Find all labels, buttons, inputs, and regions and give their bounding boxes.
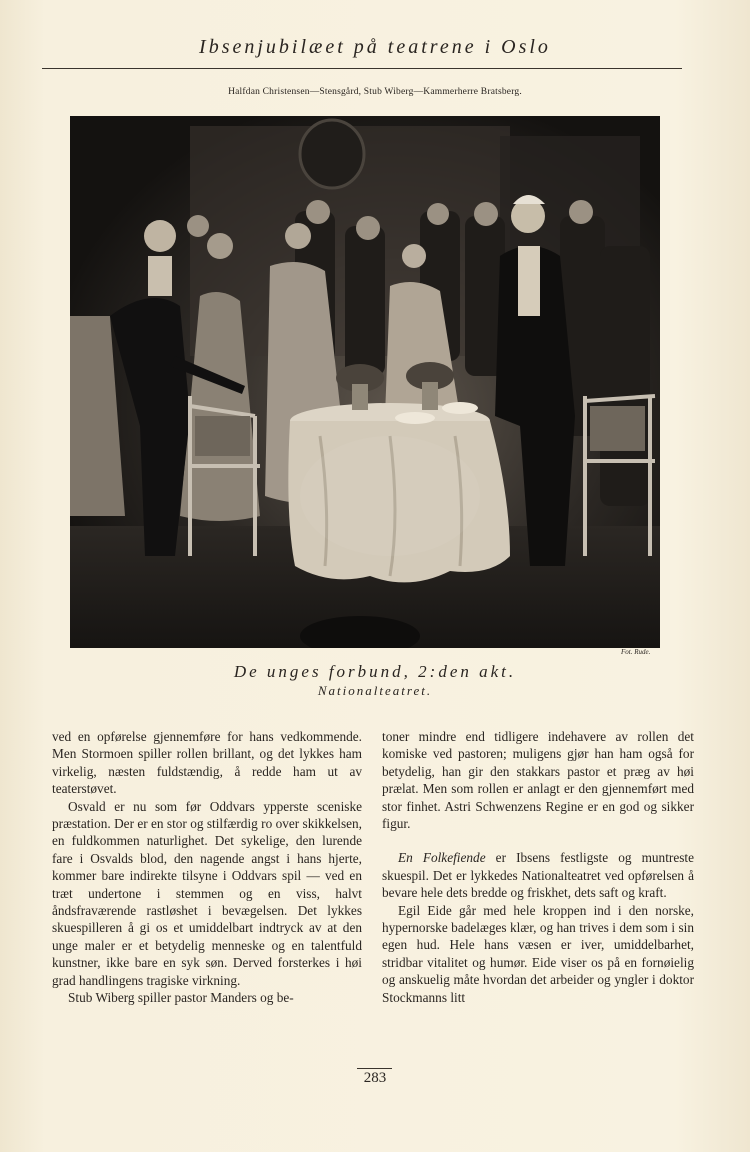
left-paragraph-3: Stub Wiberg spiller pastor Manders og be- [68,990,294,1006]
running-header-title: Ibsenjubilæet på teatrene i Oslo [199,36,551,58]
photo-caption-cast: Halfdan Christensen—Stensgård, Stub Wiberg—Kammerherre Bratsberg. [228,87,522,97]
photo-caption-play: De unges forbund, 2:den akt. [233,662,517,681]
page-number-rule [357,1068,392,1069]
play-title-en-folkefiende: En Folkefiende [398,850,486,866]
left-paragraph-2: Osvald er nu som før Oddvars ypperste sceniske præstation. Der er en stor og stilfærdig ro over skikkelsen, en fuldkommen naturlighet. Det sykelige, den lurende fare i Osvalds blod, den nagende angst i hans hjerte, kommer bare indirekte tilsyne i Oddvars spil — ved en træt undertone i stemmen og en viss, halvt åndsfraværende rastløshet i bevægelsen. Det lykkes skuespilleren å gi os et umiddelbart indtryck av at den unge maler er et betydelig menneske og en talentfuld kunstner, ikke bare en syk søn. Derved forsterkes i høi grad handlingens tragiske virkning. [52,798,362,988]
right-paragraph-2 [382,849,694,901]
photo-caption-theatre: Nationalteatret. [317,683,433,698]
text-column-left [52,728,362,1007]
photo-credit: Fot. Rude. [621,648,651,656]
stage-photograph [70,116,660,648]
header-rule [42,68,682,69]
page-number: 283 [363,1070,387,1086]
right-paragraph-2-text: er Ibsens festligste og muntreste skuespil. Det er lykkedes Nationalteatret ved opførelsen å bevare hele dets bredde og friskhet, dets saft og kraft. [382,850,694,901]
right-paragraph-1: toner mindre end tidligere indehavere av rollen det komiske ved pastoren; muligens gjør han ham også for betydelig, han gir den stakkars pastor et præg av høi prælat. Men som rollen er anlagt er den gjennemført med stor finhet. Astri Schwenzens Regine er en god og sikker figur. [382,729,694,832]
text-column-right [382,728,694,1006]
stage-photograph-illustration [70,116,660,648]
left-paragraph-1: ved en opførelse gjennemføre for hans vedkommende. Men Stormoen spiller rollen brillant, og det lykkes ham virkelig, næsten fuldstændig, å redde ham ut av teaterstøvet. [52,729,362,797]
right-paragraph-3: Egil Eide går med hele kroppen ind i den norske, hypernorske badelæges klær, og han trives i dem som i sin egen hud. Hele hans væsen er iver, umiddelbarhet, stridbar vitalitet og humør. Eide viser os på en fornøielig og anskuelig måte hvordan det arbeider og yngler i doktor Stockmanns litt [382,902,694,1005]
